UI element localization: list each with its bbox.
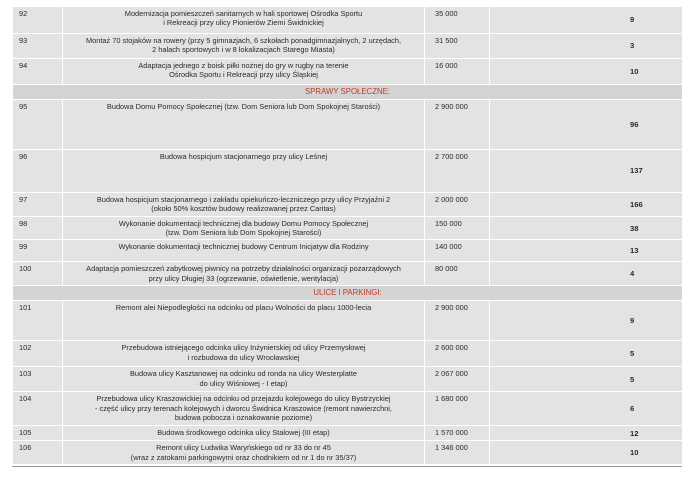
section-title: SPRAWY SPOŁECZNE: (13, 85, 683, 100)
row-vote-count: 12 (490, 426, 683, 441)
row-description: Adaptacja jednego z boisk piłki nożnej do gry w rugby na terenie Ośrodka Sportu i Rekreacji przy ulicy Śląskiej (63, 59, 425, 85)
table-row (13, 341, 683, 367)
budget-table-sheet (12, 6, 682, 465)
row-vote-count: 96 (490, 100, 683, 150)
row-amount: 1 570 000 (425, 426, 490, 441)
row-amount: 80 000 (425, 262, 490, 286)
row-vote-count: 9 (490, 301, 683, 341)
row-description: Remont alei Niepodległości na odcinku od placu Wolności do placu 1000-lecia (63, 301, 425, 341)
table-row (13, 426, 683, 441)
row-amount: 35 000 (425, 7, 490, 34)
table-row (13, 441, 683, 465)
table-row (13, 262, 683, 286)
row-vote-count: 5 (490, 341, 683, 367)
row-description: Montaż 70 stojaków na rowery (przy 5 gimnazjach, 6 szkołach ponadgimnazjalnych, 2 urzędach, 2 halach sportowych i w 8 lokalizacjach Starego Miasta) (63, 34, 425, 59)
budget-table-body (13, 7, 683, 465)
row-vote-count: 6 (490, 392, 683, 426)
row-number: 95 (13, 100, 63, 150)
budget-table (12, 6, 683, 465)
section-header-row (13, 85, 683, 100)
row-number: 94 (13, 59, 63, 85)
row-amount: 31 500 (425, 34, 490, 59)
row-amount: 1 680 000 (425, 392, 490, 426)
row-amount: 2 700 000 (425, 150, 490, 193)
row-number: 102 (13, 341, 63, 367)
table-row (13, 34, 683, 59)
row-vote-count: 166 (490, 193, 683, 217)
row-amount: 16 000 (425, 59, 490, 85)
row-description: Przebudowa ulicy Kraszowickiej na odcinku od przejazdu kolejowego do ulicy Bystrzyckiej - część ulicy przy terenach kolejowych i dworcu Świdnica Kraszowice (remont nawierzchni, budowa pobocza i oznakowanie poziome) (63, 392, 425, 426)
row-amount: 2 600 000 (425, 341, 490, 367)
row-number: 97 (13, 193, 63, 217)
row-description: Wykonanie dokumentacji technicznej dla budowy Domu Pomocy Społecznej (tzw. Dom Seniora lub Dom Spokojnej Starości) (63, 217, 425, 240)
row-number: 96 (13, 150, 63, 193)
row-description: Modernizacja pomieszczeń sanitarnych w hali sportowej Ośrodka Sportu i Rekreacji przy ulicy Pionierów Ziemi Świdnickiej (63, 7, 425, 34)
row-vote-count: 9 (490, 7, 683, 34)
section-header-row (13, 286, 683, 301)
table-bottom-divider (12, 466, 682, 467)
row-vote-count: 3 (490, 34, 683, 59)
row-number: 103 (13, 367, 63, 392)
row-amount: 2 900 000 (425, 301, 490, 341)
row-number: 93 (13, 34, 63, 59)
row-description: Budowa środkowego odcinka ulicy Stalowej (III etap) (63, 426, 425, 441)
row-description: Wykonanie dokumentacji technicznej budowy Centrum Inicjatyw dla Rodziny (63, 240, 425, 262)
row-vote-count: 10 (490, 441, 683, 465)
row-number: 104 (13, 392, 63, 426)
row-description: Budowa Domu Pomocy Społecznej (tzw. Dom Seniora lub Dom Spokojnej Starości) (63, 100, 425, 150)
row-vote-count: 10 (490, 59, 683, 85)
row-number: 100 (13, 262, 63, 286)
row-amount: 2 067 000 (425, 367, 490, 392)
row-number: 105 (13, 426, 63, 441)
section-title: ULICE I PARKINGI: (13, 286, 683, 301)
table-row (13, 150, 683, 193)
row-number: 98 (13, 217, 63, 240)
row-vote-count: 5 (490, 367, 683, 392)
table-row (13, 59, 683, 85)
row-description: Budowa hospicjum stacjonarnego przy ulicy Leśnej (63, 150, 425, 193)
row-amount: 150 000 (425, 217, 490, 240)
table-row (13, 240, 683, 262)
row-number: 101 (13, 301, 63, 341)
row-amount: 2 900 000 (425, 100, 490, 150)
row-number: 99 (13, 240, 63, 262)
row-amount: 1 346 000 (425, 441, 490, 465)
row-description: Remont ulicy Ludwika Waryńskiego od nr 33 do nr 45 (wraz z zatokami parkingowymi oraz chodnikiem od nr 1 do nr 35/37) (63, 441, 425, 465)
row-description: Budowa hospicjum stacjonarnego i zakładu opiekuńczo-leczniczego przy ulicy Przyjaźni 2 (około 50% kosztów budowy realizowanej przez Caritas) (63, 193, 425, 217)
table-row (13, 367, 683, 392)
row-description: Przebudowa istniejącego odcinka ulicy Inżynierskiej od ulicy Przemysłowej i rozbudowa do ulicy Wrocławskiej (63, 341, 425, 367)
table-row (13, 217, 683, 240)
row-number: 92 (13, 7, 63, 34)
row-description: Budowa ulicy Kasztanowej na odcinku od ronda na ulicy Westerplatte do ulicy Wiśniowej - I etap) (63, 367, 425, 392)
row-vote-count: 13 (490, 240, 683, 262)
table-row (13, 100, 683, 150)
table-row (13, 301, 683, 341)
row-number: 106 (13, 441, 63, 465)
row-amount: 2 000 000 (425, 193, 490, 217)
table-row (13, 193, 683, 217)
table-row (13, 392, 683, 426)
row-vote-count: 137 (490, 150, 683, 193)
table-row (13, 7, 683, 34)
row-vote-count: 4 (490, 262, 683, 286)
row-amount: 140 000 (425, 240, 490, 262)
row-vote-count: 38 (490, 217, 683, 240)
row-description: Adaptacja pomieszczeń zabytkowej piwnicy na potrzeby działalności organizacji pozarządowych przy ulicy Długiej 33 (ogrzewanie, oświetlenie, wentylacja) (63, 262, 425, 286)
